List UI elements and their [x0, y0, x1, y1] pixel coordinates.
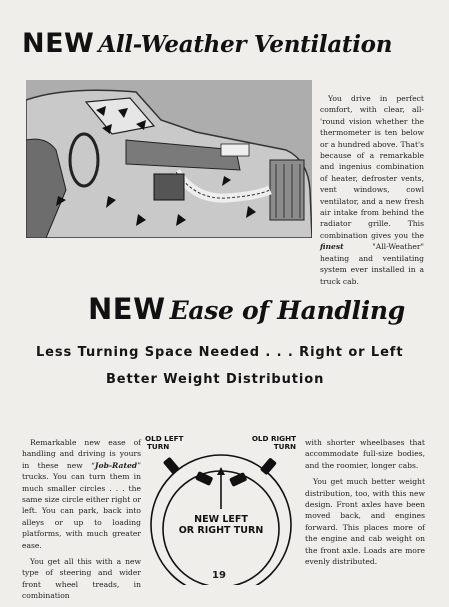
job-rated-emphasis: Job-Rated: [94, 460, 138, 470]
right-paragraph-1: with shorter wheelbases that accommodate full-size bodies, and the roomier, longer cabs.: [305, 438, 425, 470]
left-paragraph-2: You get all this with a new type of steering and wider front wheel treads, in combination: [22, 557, 141, 601]
left-column: [22, 437, 141, 607]
ventilation-heading: [22, 28, 392, 59]
ventilation-heading-new: NEW: [22, 28, 95, 59]
turning-circle-svg: [140, 425, 302, 585]
old-right-tire-icon: [260, 457, 277, 475]
handling-heading-title: Ease of Handling: [169, 296, 405, 325]
handling-subtitle-weight: Better Weight Distribution: [106, 372, 325, 387]
handling-heading: [88, 292, 405, 326]
ventilation-text-emphasis: finest: [320, 242, 344, 252]
left-paragraph-1: [22, 437, 141, 551]
old-left-label: OLD LEFT: [145, 434, 184, 443]
cab-ventilation-illustration: [26, 80, 312, 238]
handling-subtitle-turning: Less Turning Space Needed . . . Right or Left: [36, 345, 404, 360]
old-left-turn-label: TURN: [147, 442, 170, 451]
right-paragraph-2: You get much better weight distribution, too, with this new design. Front axles have been moved back, and engines forward. This places more of the engine and cab weight on the front axle. Loads are more evenly distributed.: [305, 477, 425, 567]
old-right-label: OLD RIGHT: [251, 434, 296, 443]
left-p1-text-a: Remarkable new ease of handling and driving is yours in these new “: [22, 438, 141, 470]
handling-heading-new: NEW: [88, 292, 166, 326]
turning-circle-diagram: [140, 425, 302, 585]
cab-cutaway-drawing: [26, 80, 312, 238]
old-left-tire-icon: [163, 457, 180, 475]
ventilation-text-2: "All-Weather" heating and ventilating system ever installed in a truck cab.: [320, 242, 424, 286]
page-number: 19: [212, 570, 226, 581]
old-right-turn-label: TURN: [273, 442, 296, 451]
ventilation-text-1: You drive in perfect comfort, with clear, all-'round vision whether the thermometer is ten below or a hundred above. That's because of a remarkable and ingenius combination of heater, defroster vents, vent windows, cowl ventilator, and a new fresh air intake from behind the radiator grille. This combination gives you the: [320, 94, 424, 240]
left-p1-text-b: ” trucks. You can turn them in much smaller circles . . . the same size circle either right or left. You can park, back into alleys or up to loading platforms, with much greater ease.: [22, 460, 141, 550]
ventilation-heading-title: All-Weather Ventilation: [98, 31, 393, 58]
new-turn-label-1: NEW LEFT: [194, 514, 248, 525]
new-turn-label-2: OR RIGHT TURN: [178, 525, 264, 536]
right-column: [305, 437, 425, 572]
ventilation-paragraph: [320, 93, 424, 287]
